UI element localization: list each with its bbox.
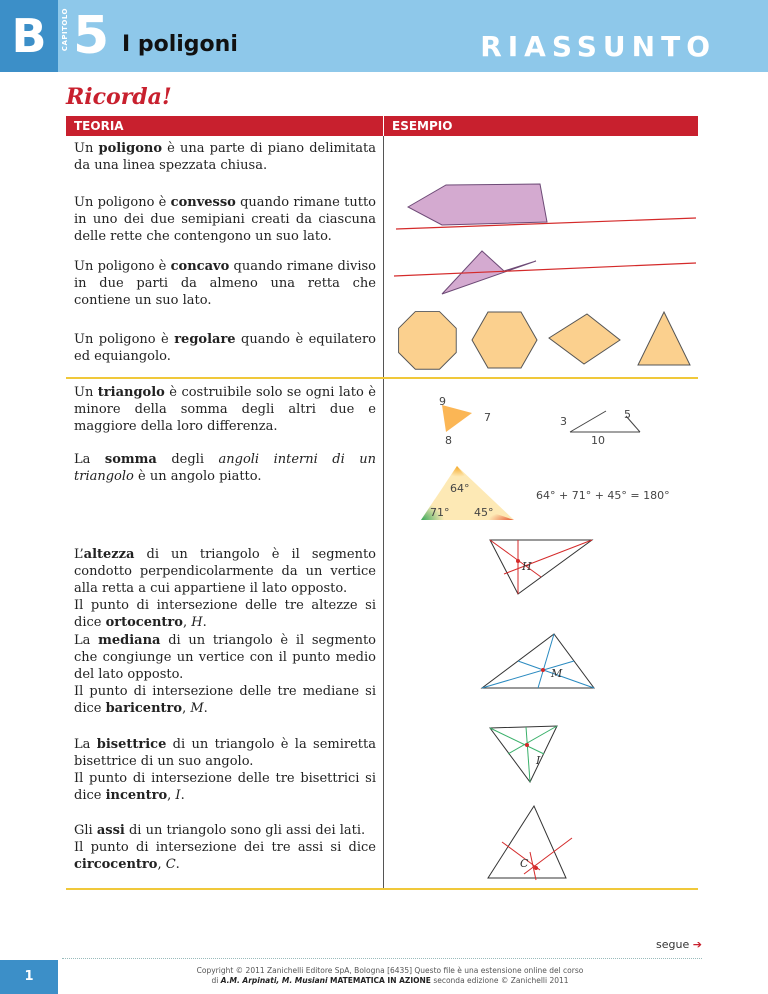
side-label-10: 10 bbox=[591, 434, 605, 447]
theory-altitude: L’altezza di un triangolo è il segmento condotto perpendicolarmente da un vertice alla retta a cui appartiene il lato opposto. Il punto di intersezione delle tre altezze si dice ortocentro, H. bbox=[74, 547, 376, 630]
orthocenter-figure bbox=[390, 534, 698, 596]
altitude-line-2 bbox=[490, 540, 541, 577]
bisector-triangle bbox=[490, 726, 557, 782]
angle-64-label: 64° bbox=[450, 482, 470, 495]
page-number: 1 bbox=[0, 960, 58, 994]
chapter-caption: CAPITOLO bbox=[61, 8, 69, 52]
angle-sum-figure bbox=[390, 462, 698, 526]
triangle-inequality-figure bbox=[390, 388, 698, 448]
bottom-divider bbox=[66, 888, 698, 890]
altitude-triangle bbox=[490, 540, 592, 594]
convex-polygon-figure bbox=[390, 178, 698, 238]
section-letter: B bbox=[0, 0, 58, 72]
equilateral-triangle bbox=[638, 312, 690, 365]
theory-convex: Un poligono è convesso quando rimane tutto in uno dei due semipiani creati da ciascuna delle rette che contengono un suo lato. bbox=[74, 195, 376, 244]
convex-polygon bbox=[408, 184, 547, 225]
angle-sum-equation: 64° + 71° + 45° = 180° bbox=[536, 489, 670, 502]
angle-71-label: 71° bbox=[430, 506, 450, 519]
copyright-line-2: di A.M. Arpinati, M. Musiani MATEMATICA IN AZIONE seconda edizione © Zanichelli 2011 bbox=[211, 976, 569, 985]
barycenter-point bbox=[541, 668, 545, 672]
circumcenter-point bbox=[534, 866, 538, 870]
ricorda-heading: Ricorda! bbox=[66, 84, 172, 110]
chapter-number: 5 bbox=[73, 6, 110, 66]
arrow-right-icon: ➔ bbox=[692, 938, 702, 951]
orthocenter-label: H bbox=[522, 560, 532, 573]
concave-side-line bbox=[394, 263, 696, 276]
bisector-line-3 bbox=[526, 727, 530, 782]
possible-triangle bbox=[442, 405, 472, 432]
side-label-7: 7 bbox=[484, 411, 491, 424]
continue-label: segue bbox=[656, 938, 690, 951]
concave-polygon-figure bbox=[390, 246, 698, 298]
incenter-figure bbox=[390, 718, 698, 788]
chapter-title: I poligoni bbox=[122, 32, 238, 57]
angle-45-label: 45° bbox=[474, 506, 494, 519]
circumcenter-figure bbox=[390, 802, 698, 882]
theory-bisector: La bisettrice di un triangolo è la semiretta bisettrice di un suo angolo. Il punto di intersezione delle tre bisettrici si dice incentro, I. bbox=[74, 737, 377, 803]
continue-link[interactable] bbox=[656, 938, 702, 951]
copyright-line-1: Copyright © 2011 Zanichelli Editore SpA, Bologna [6435] Questo file è una estensione online del corso bbox=[196, 966, 584, 975]
theory-regular: Un poligono è regolare quando è equilatero ed equiangolo. bbox=[74, 332, 377, 364]
regular-polygons-figure bbox=[390, 306, 698, 372]
barycenter-label: M bbox=[551, 667, 563, 680]
theory-angle-sum: La somma degli angoli interni di un triangolo è un angolo piatto. bbox=[74, 452, 377, 484]
orthocenter-point bbox=[516, 559, 520, 563]
side-label-5: 5 bbox=[624, 408, 631, 421]
incenter-point bbox=[525, 743, 529, 747]
incenter-label: I bbox=[536, 754, 541, 767]
section-label: RIASSUNTO bbox=[480, 30, 716, 63]
altitude-line-3 bbox=[504, 540, 592, 574]
bisector-line-1 bbox=[490, 728, 544, 754]
theory-median: La mediana di un triangolo è il segmento che congiunge un vertice con il punto medio del lato opposto. Il punto di intersezione delle tre mediane si dice baricentro, M. bbox=[74, 633, 377, 716]
copyright-notice bbox=[180, 966, 600, 986]
column-divider bbox=[383, 136, 384, 889]
side-label-8: 8 bbox=[445, 434, 452, 447]
theory-column-header: TEORIA bbox=[66, 116, 383, 136]
section-divider bbox=[66, 377, 698, 379]
theory-triangle: Un triangolo è costruibile solo se ogni lato è minore della somma degli altri due e maggiore della loro differenza. bbox=[74, 385, 376, 434]
segment-3 bbox=[570, 411, 606, 432]
footer-divider bbox=[62, 958, 702, 959]
theory-concave: Un poligono è concavo quando rimane diviso in due parti da almeno una retta che contiene un suo lato. bbox=[74, 259, 377, 308]
circumcenter-label: C bbox=[520, 857, 529, 870]
barycenter-figure bbox=[390, 632, 698, 690]
theory-axes: Gli assi di un triangolo sono gli assi dei lati. Il punto di intersezione dei tre assi si dice circocentro, C. bbox=[74, 823, 376, 872]
side-label-3: 3 bbox=[560, 415, 567, 428]
example-column-header: ESEMPIO bbox=[384, 116, 698, 136]
side-label-9: 9 bbox=[439, 395, 446, 408]
theory-polygon: Un poligono è una parte di piano delimitata da una linea spezzata chiusa. bbox=[74, 141, 376, 173]
hexagon bbox=[472, 312, 537, 368]
rhombus bbox=[549, 314, 620, 364]
median-triangle bbox=[482, 634, 594, 688]
octagon bbox=[399, 312, 457, 370]
